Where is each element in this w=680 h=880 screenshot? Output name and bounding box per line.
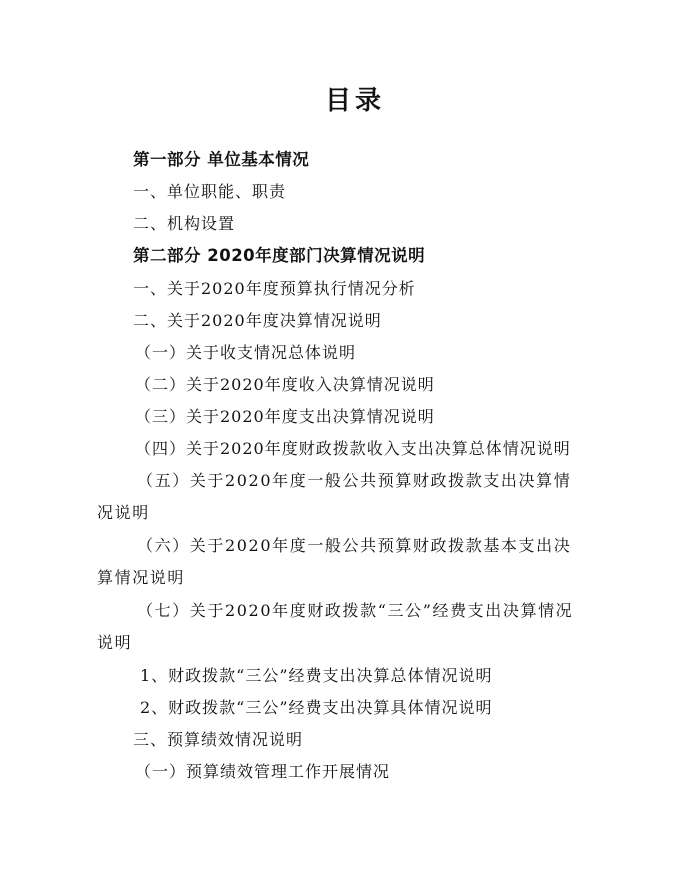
toc-entry: 三、预算绩效情况说明	[133, 730, 304, 749]
toc-entry: （三）关于2020年度支出决算情况说明	[135, 407, 435, 426]
toc-part-heading: 第一部分 单位基本情况	[133, 150, 310, 169]
toc-entry: 二、机构设置	[133, 214, 236, 233]
toc-entry-wrapped: （六）关于2020年度一般公共预算财政拨款基本支出决算情况说明	[97, 536, 572, 587]
toc-entry: 二、关于2020年度决算情况说明	[133, 311, 382, 330]
toc-entry-wrapped: （五）关于2020年度一般公共预算财政拨款支出决算情况说明	[97, 471, 572, 522]
toc-entry: （一）预算绩效管理工作开展情况	[135, 762, 391, 781]
toc-entry: 一、单位职能、职责	[133, 182, 287, 201]
toc-entry: （二）关于2020年度收入决算情况说明	[135, 375, 435, 394]
toc-entry: 一、关于2020年度预算执行情况分析	[133, 279, 416, 298]
toc-entry: 2、财政拨款“三公”经费支出决算具体情况说明	[140, 698, 493, 717]
toc-entry: （四）关于2020年度财政拨款收入支出决算总体情况说明	[135, 439, 571, 458]
toc-entry: 1、财政拨款“三公”经费支出决算总体情况说明	[140, 666, 493, 685]
toc-entry: （一）关于收支情况总体说明	[135, 343, 357, 362]
toc-entry-wrapped: （七）关于2020年度财政拨款“三公”经费支出决算情况说明	[97, 601, 574, 652]
toc-part-heading: 第二部分 2020年度部门决算情况说明	[133, 246, 426, 265]
page-title: 目录	[324, 86, 385, 116]
